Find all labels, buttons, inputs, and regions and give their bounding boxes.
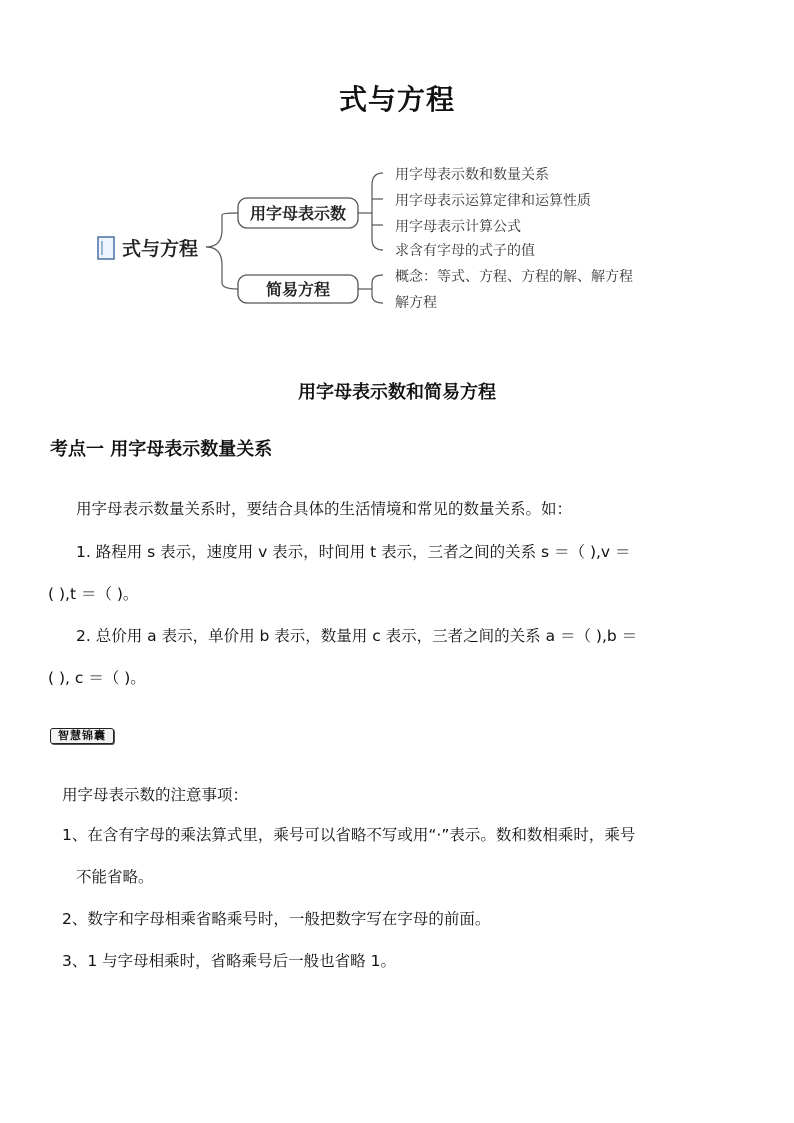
tip-1-line-1: 1、在含有字母的乘法算式里，乘号可以省略不写或用“·”表示。数和数相乘时，乘号 (62, 826, 636, 844)
mindmap-leaf: 用字母表示数和数量关系 (395, 167, 549, 183)
book-icon (98, 237, 114, 259)
tip-badge: 智慧锦囊 (50, 728, 114, 744)
mindmap-leaf: 求含有字母的式子的值 (395, 243, 535, 259)
question-2-line-1: 2. 总价用 a 表示，单价用 b 表示，数量用 c 表示，三者之间的关系 a ＝（ ),b ＝ (76, 627, 638, 645)
tip-3: 3、1 与字母相乘时，省略乘号后一般也省略 1。 (62, 952, 396, 970)
mindmap-branch1: 用字母表示数 (249, 204, 347, 223)
section-title: 用字母表示数和简易方程 (298, 382, 496, 403)
page-title: 式与方程 (338, 83, 455, 116)
question-2-line-2: ( ), c ＝（ )。 (48, 669, 146, 687)
tip-2: 2、数字和字母相乘省略乘号时，一般把数字写在字母的前面。 (62, 910, 491, 928)
question-1-line-1: 1. 路程用 s 表示，速度用 v 表示，时间用 t 表示，三者之间的关系 s ＝（ ),v ＝ (76, 543, 631, 561)
tips-title: 用字母表示数的注意事项： (62, 786, 249, 804)
mindmap-leaf: 解方程 (395, 295, 437, 311)
question-1-line-2: ( ),t ＝（ )。 (48, 585, 139, 603)
mindmap-root: 式与方程 (122, 238, 199, 260)
intro-text: 用字母表示数量关系时，要结合具体的生活情境和常见的数量关系。如： (76, 500, 573, 518)
mind-map (88, 155, 688, 325)
mindmap-leaf: 概念：等式、方程、方程的解、解方程 (395, 269, 633, 285)
mindmap-branch2: 简易方程 (265, 280, 331, 299)
mindmap-leaf: 用字母表示计算公式 (395, 219, 521, 235)
tip-1-line-2: 不能省略。 (76, 868, 154, 886)
mindmap-leaf: 用字母表示运算定律和运算性质 (395, 193, 591, 209)
kaodian-heading: 考点一 用字母表示数量关系 (50, 439, 273, 460)
